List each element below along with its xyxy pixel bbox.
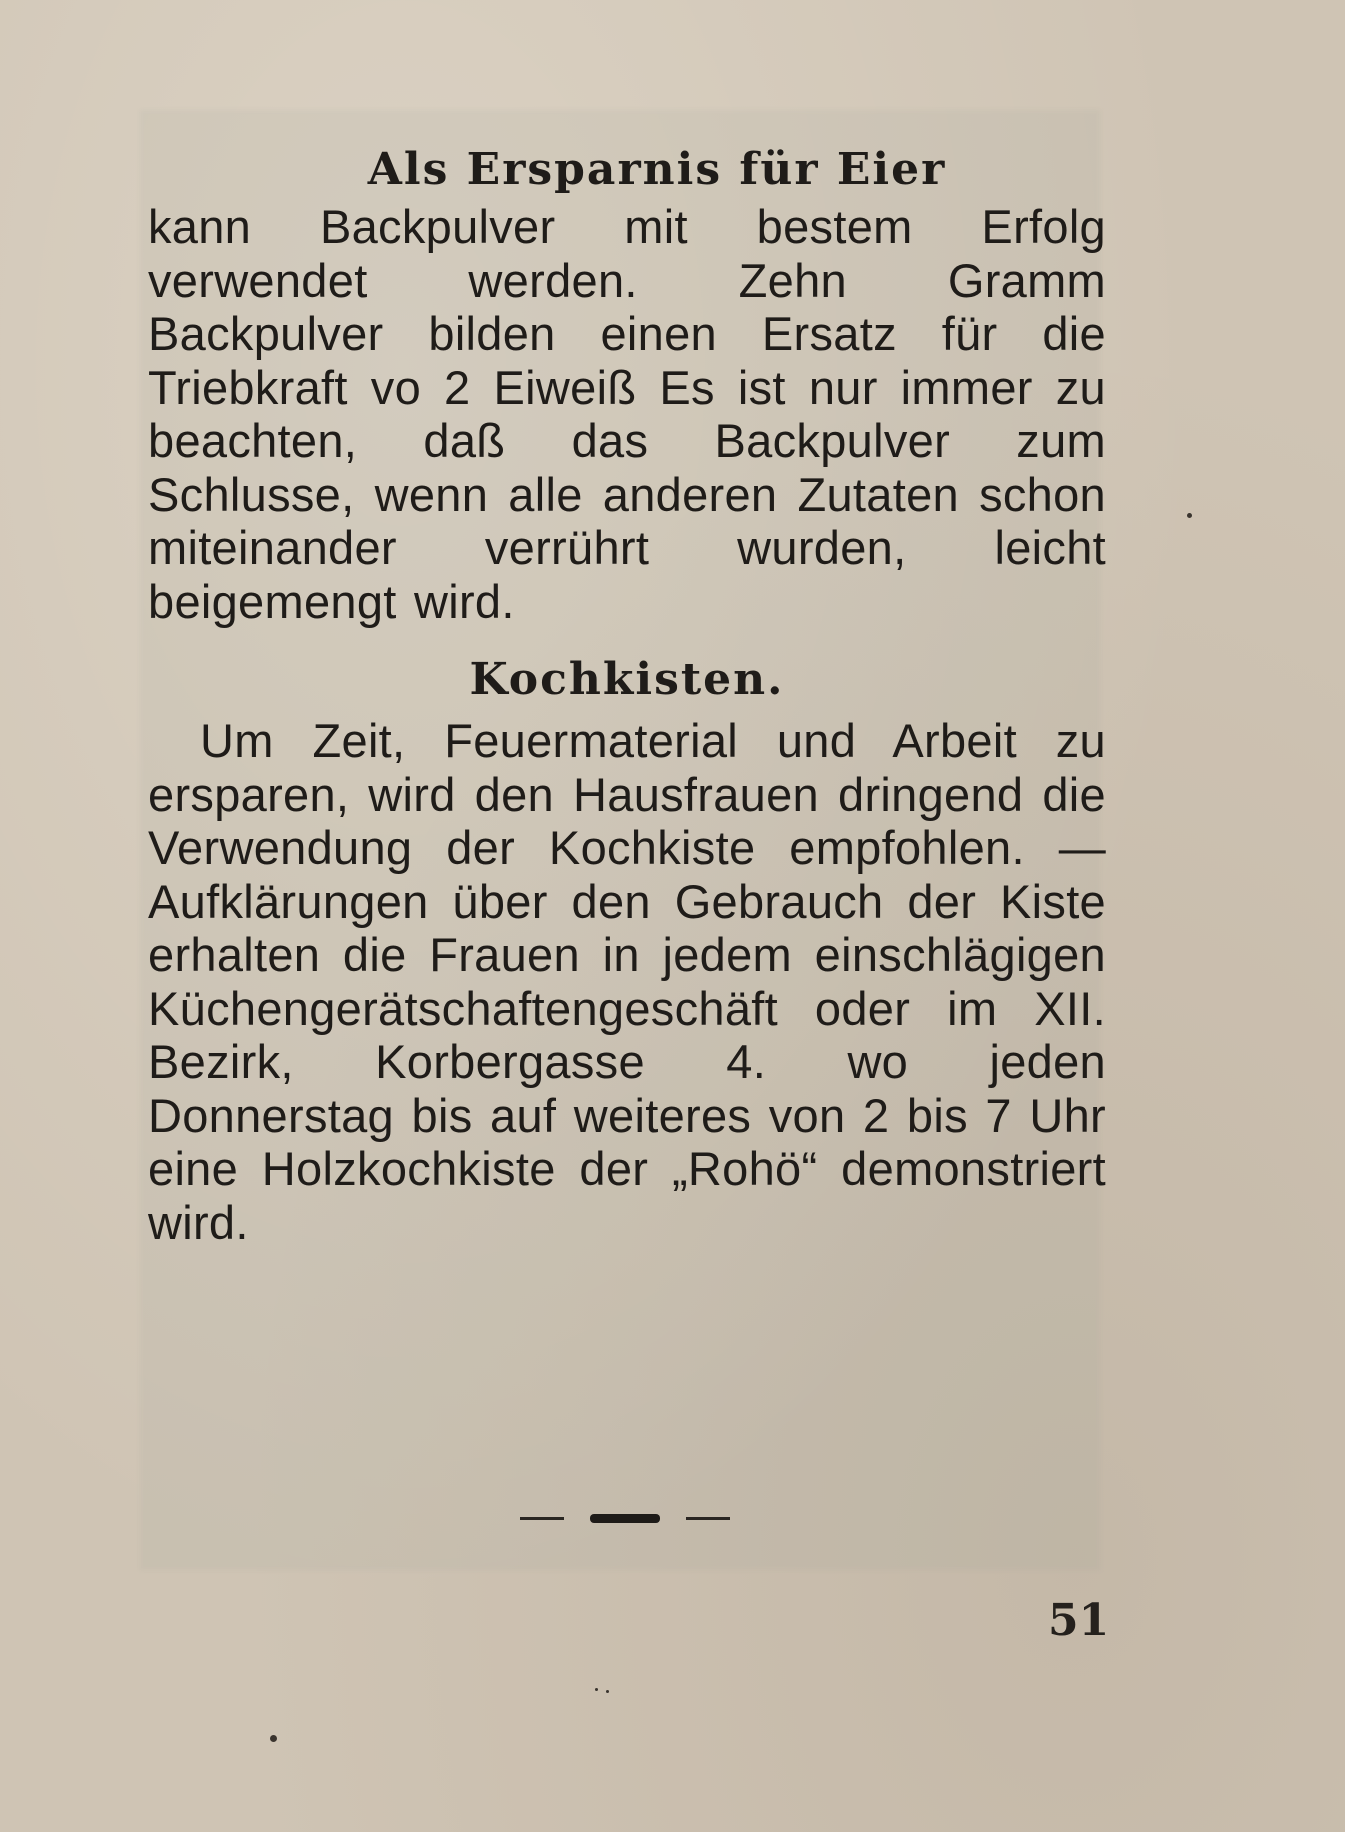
section-divider-ornament [520, 1508, 730, 1528]
article-1-body: kann Backpulver mit bestem Erfolg verwendet werden. Zehn Gramm Backpulver bilden einen Ersatz für die Triebkraft vo 2 Eiweiß Es ist nur immer zu beachten, daß das Backpulver zum Schlusse, wenn alle anderen Zutaten schon miteinander verrührt wurden, leicht beigemengt wird. [148, 200, 1106, 628]
divider-right-dash [686, 1517, 730, 1520]
page-number: 51 [1048, 1595, 1110, 1646]
paper-speck [595, 1688, 598, 1691]
article-2-body: Um Zeit, Feuermaterial und Arbeit zu ersparen, wird den Hausfrauen dringend die Verwendung der Kochkiste empfohlen. — Aufklärungen über den Gebrauch der Kiste erhalten die Frauen in jedem einschlägigen Küchengerätschaftengeschäft oder im XII. Bezirk, Korbergasse 4. wo jeden Donnerstag bis auf weiteres von 2 bis 7 Uhr eine Holzkochkiste der „Rohö“ demonstriert wird. [148, 714, 1106, 1249]
article-2-heading: Kochkisten. [469, 654, 785, 705]
divider-center-bar [590, 1514, 660, 1523]
article-1-heading: Als Ersparnis für Eier [367, 144, 947, 195]
paper-speck [606, 1690, 609, 1693]
page-text-column [148, 140, 1106, 1249]
paper-speck [1187, 513, 1192, 518]
paper-speck [270, 1735, 277, 1742]
divider-left-dash [520, 1517, 564, 1520]
